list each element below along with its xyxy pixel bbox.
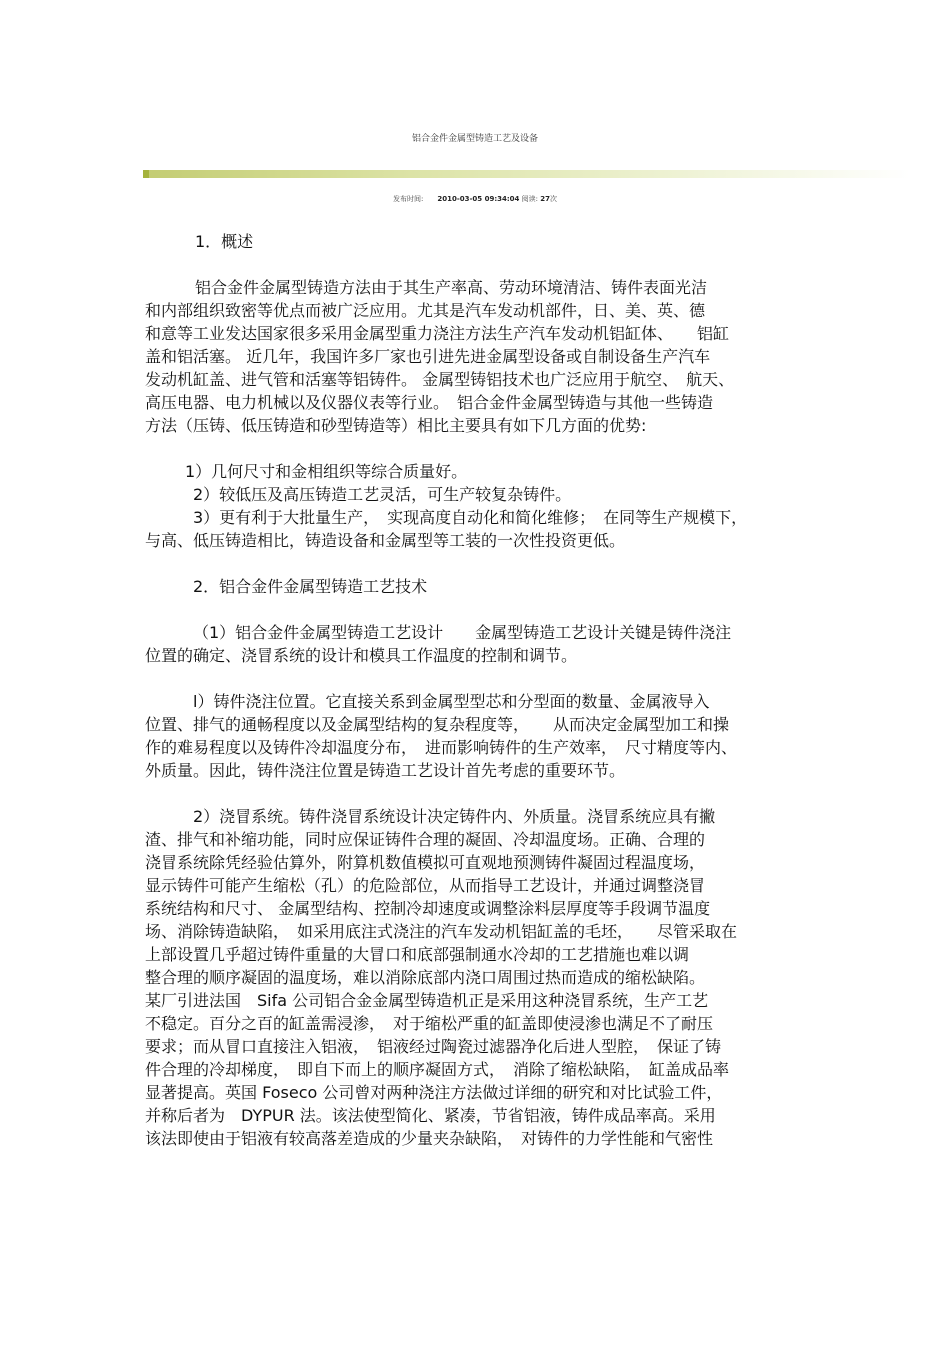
body-line: 发动机缸盖、进气管和活塞等铝铸件。 金属型铸铝技术也广泛应用于航空、 航天、 — [145, 370, 735, 389]
body-line: l）铸件浇注位置。它直接关系到金属型型芯和分型面的数量、金属液导入 — [193, 692, 710, 711]
title-divider-bar — [143, 170, 910, 178]
list-item: 1）几何尺寸和金相组织等综合质量好。 — [185, 462, 468, 481]
body-line: 场、消除铸造缺陷， 如采用底注式浇注的汽车发动机铝缸盖的毛坯， 尽管采取在 — [145, 922, 738, 941]
list-item: 2）较低压及高压铸造工艺灵活，可生产较复杂铸件。 — [193, 485, 572, 504]
body-line: 渣、排气和补缩功能，同时应保证铸件合理的凝固、冷却温度场。正确、合理的 — [145, 830, 706, 849]
body-line: 外质量。因此，铸件浇注位置是铸造工艺设计首先考虑的重要环节。 — [145, 761, 626, 780]
body-line: 与高、低压铸造相比，铸造设备和金属型等工装的一次性投资更低。 — [145, 531, 626, 550]
section-heading-1: 1．概述 — [195, 232, 254, 251]
read-count: 27 — [540, 195, 550, 203]
read-unit: 次 — [549, 195, 557, 203]
body-line: 和意等工业发达国家很多采用金属型重力浇注方法生产汽车发动机铝缸体、 铝缸 — [145, 324, 730, 343]
body-line: 盖和铝活塞。 近几年，我国许多厂家也引进先进金属型设备或自制设备生产汽车 — [145, 347, 711, 366]
body-line: 位置、排气的通畅程度以及金属型结构的复杂程度等， 从而决定金属型加工和操 — [145, 715, 730, 734]
body-line: 显著提高。英国 Foseco 公司曾对两种浇注方法做过详细的研究和对比试验工件， — [145, 1083, 723, 1102]
body-line: 和内部组织致密等优点而被广泛应用。尤其是汽车发动机部件，日、美、英、德 — [145, 301, 706, 320]
body-line: 要求；而从冒口直接注入铝液， 铝液经过陶瓷过滤器净化后进人型腔， 保证了铸 — [145, 1037, 722, 1056]
body-line: 系统结构和尺寸、 金属型结构、控制冷却速度或调整涂料层厚度等手段调节温度 — [145, 899, 711, 918]
body-line: 铝合金件金属型铸造方法由于其生产率高、劳动环境清洁、铸件表面光洁 — [195, 278, 708, 297]
body-line: 位置的确定、浇冒系统的设计和模具工作温度的控制和调节。 — [145, 646, 578, 665]
body-line: 作的难易程度以及铸件冷却温度分布， 进而影响铸件的生产效率， 尺寸精度等内、 — [145, 738, 738, 757]
publish-label: 发布时间: — [393, 195, 424, 203]
body-line: 上部设置几乎超过铸件重量的大冒口和底部强制通水冷却的工艺措施也难以调 — [145, 945, 690, 964]
body-line: 高压电器、电力机械以及仪器仪表等行业。 铝合金件金属型铸造与其他一些铸造 — [145, 393, 714, 412]
list-item: 3）更有利于大批量生产， 实现高度自动化和简化维修； 在同等生产规模下， — [193, 508, 748, 527]
body-line: 某厂引进法国 Sifa 公司铝合金金属型铸造机正是采用这种浇冒系统，生产工艺 — [145, 991, 709, 1010]
publish-meta — [0, 194, 950, 204]
document-title: 铝合金件金属型铸造工艺及设备 — [411, 134, 538, 144]
body-line: 整合理的顺序凝固的温度场，难以消除底部内浇口周围过热而造成的缩松缺陷。 — [145, 968, 706, 987]
body-line: 浇冒系统除凭经验估算外，附算机数值模拟可直观地预测铸件凝固过程温度场， — [145, 853, 706, 872]
body-line: 显示铸件可能产生缩松（孔）的危险部位，从而指导工艺设计，并通过调整浇冒 — [145, 876, 706, 895]
article-body — [145, 230, 810, 1150]
section-heading-2: 2．铝合金件金属型铸造工艺技术 — [193, 577, 428, 596]
body-line: （1）铝合金件金属型铸造工艺设计 金属型铸造工艺设计关键是铸件浇注 — [193, 623, 732, 642]
publish-time: 2010-03-05 09:34:04 — [437, 195, 520, 203]
body-line: 不稳定。百分之百的缸盖需浸渗， 对于缩松严重的缸盖即使浸渗也满足不了耐压 — [145, 1014, 714, 1033]
body-line: 该法即使由于铝液有较高落差造成的少量夹杂缺陷， 对铸件的力学性能和气密性 — [145, 1129, 714, 1148]
read-label: 阅读: — [521, 195, 538, 203]
body-line: 2）浇冒系统。铸件浇冒系统设计决定铸件内、外质量。浇冒系统应具有撇 — [193, 807, 716, 826]
body-line: 并称后者为 DYPUR 法。该法使型简化、紧凑，节省铝液，铸件成品率高。采用 — [145, 1106, 716, 1125]
body-line: 件合理的冷却梯度， 即自下而上的顺序凝固方式， 消除了缩松缺陷， 缸盖成品率 — [145, 1060, 730, 1079]
body-line: 方法（压铸、低压铸造和砂型铸造等）相比主要具有如下几方面的优势: — [145, 416, 647, 435]
